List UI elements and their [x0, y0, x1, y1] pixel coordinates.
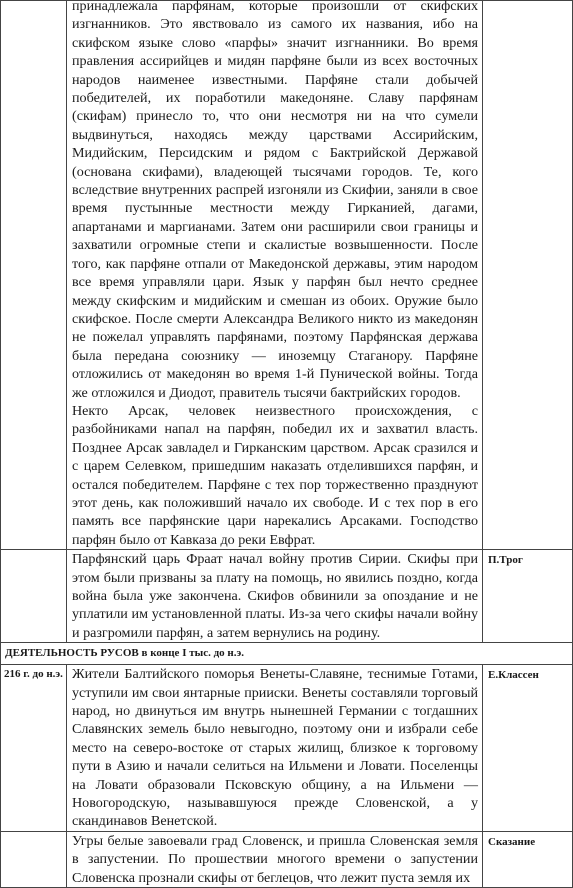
date-cell — [1, 550, 67, 643]
source-cell — [483, 1, 573, 550]
source-cell: Е.Классен — [483, 665, 573, 832]
text-cell — [67, 1, 483, 550]
table-row — [1, 831, 573, 887]
paragraph: Парфянский царь Фраат начал войну против Сирии. Скифы при этом были призваны за плату на помощь, но явились поздно, когда война была уже закончена. Скифов обвинили за опоздание и не уплатили им установленной платы. Из-за чего скифы начали войну и разгромили парфян, а затем вернулись на родину. — [72, 551, 478, 641]
section-header: ДЕЯТЕЛЬНОСТЬ РУСОВ в конце I тыс. до н.э. — [1, 643, 573, 665]
paragraph: принадлежала парфянам, которые произошли от скифских изгнанников. Это явствовало из самого их названия, ибо на скифском языке слово «парфы» значит изгнанники. Во время правления ассирийцев и мидян парфяне были из всех восточных народов наименее известными. Парфяне стали добычей победителей, их поработили македоняне. Славу парфянам (скифам) принесло то, что они несмотря ни на что сумели выдвинуться, находясь между царствами Ассирийским, Мидийским, Персидским и рядом с Бактрийской Державой (основана скифами), владеющей тысячами городов. Те, кого вследствие внутренних распрей изгоняли из Скифии, заняли в свое время пустынные местности между Гирканией, дагами, апартанами и маргианами. Затем они расширили свои границы и захватили огромные степи и скалистые возвышенности. После того, как парфяне отпали от Македонской державы, этим народом все время управляли цари. Язык у парфян был нечто среднее между скифским и мидийским и смешан из обоих. Оружие было скифское. После смерти Александра Великого никто из македонян не пожелал управлять парфянами, поэтому Парфянская держава была передана союзнику — иноземцу Стаганору. Парфяне отложились от македонян во время 1-й Пунической войны. Тогда же отложился и Диодот, правитель тысячи бактрийских городов. — [72, 0, 478, 401]
date-cell — [1, 831, 67, 887]
table-row — [1, 665, 573, 832]
date-cell: 216 г. до н.э. — [1, 665, 67, 832]
source-cell: П.Трог — [483, 550, 573, 643]
text-cell — [67, 550, 483, 643]
table-row — [1, 550, 573, 643]
paragraph: Некто Арсак, человек неизвестного происхождения, с разбойниками напал на парфян, победил их и захватил власть. Позднее Арсак завладел и Гирканским царством. Арсак сразился и с царем Селевком, пришедшим наказать отделившихся парфян, и остался победителем. Парфяне с тех пор торжественно празднуют этот день, как положивший начало их свободе. И с тех пор в его память все парфянские цари нарекались Арсаками. Господство парфян было от Кавказа до реки Евфрат. — [72, 402, 478, 548]
paragraph: Жители Балтийского поморья Венеты-Славяне, теснимые Готами, уступили им свои янтарные прииски. Венеты составляли торговый народ, но двинуться им внутрь нынешней Германии с тогдашних Славянских земель было невыгодно, поэтому они и избрали себе место на северо-востоке от старых жилищ, близкое к торговому пути в Азию и начали селиться на Ильмени и Ловати. Поселенцы на Ловати образовали Псковскую общину, а на Ильмени — Новогородскую, называвшуюся прежде Словенской, а у скандинавов Венетской. — [72, 666, 478, 830]
date-cell — [1, 1, 67, 550]
source-cell: Сказание — [483, 831, 573, 887]
text-cell — [67, 665, 483, 832]
table-row — [1, 1, 573, 550]
paragraph: Угры белые завоевали град Словенск, и пришла Словенская земля в запустении. По прошествии многого времени о запустении Словенска прознали скифы от беглецов, что лежит пуста земля их — [72, 832, 478, 886]
section-header-row — [1, 643, 573, 665]
text-cell — [67, 831, 483, 887]
